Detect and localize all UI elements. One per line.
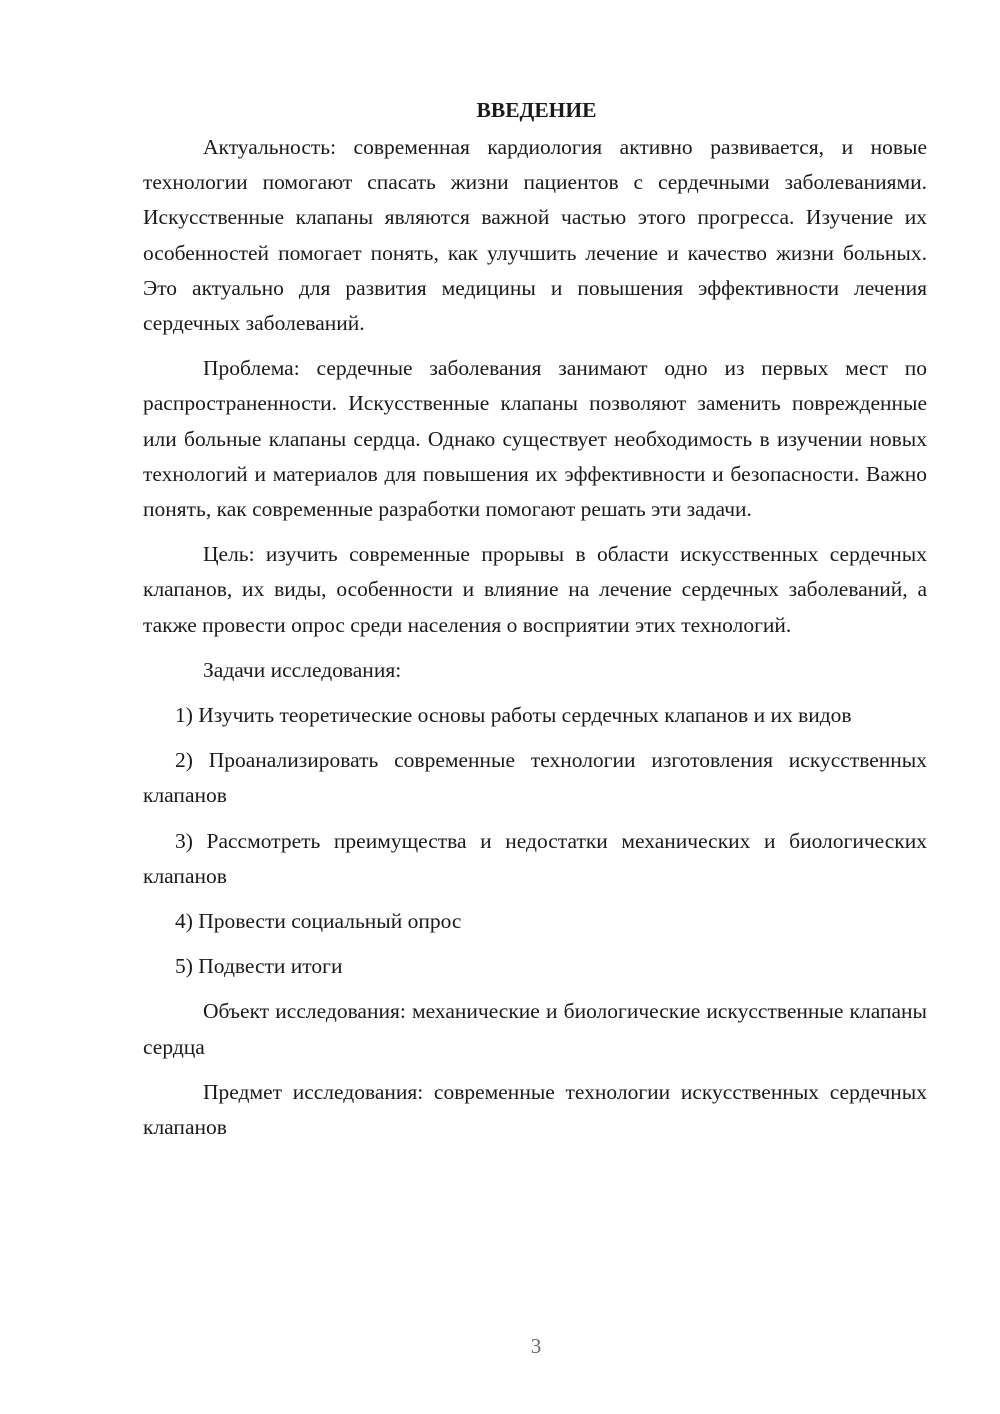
page-number: 3 [530,1334,542,1358]
page-content [143,92,927,1145]
task-item: 2) Проанализировать современные технологии изготовления искусственных клапанов [143,748,927,808]
problem-paragraph: Проблема: сердечные заболевания занимают одно из первых мест по распространенности. Искусственные клапаны позволяют заменить поврежденные или больные клапаны сердца. Однако существует необходимость в изучении новых технологий и материалов для повышения их эффективности и безопасности. Важно понять, как современные разработки помогают решать эти задачи. [143,356,927,522]
task-item: 5) Подвести итоги [175,954,343,979]
section-heading: ВВЕДЕНИЕ [476,98,597,122]
goal-paragraph: Цель: изучить современные прорывы в области искусственных сердечных клапанов, их виды, особенности и влияние на лечение сердечных заболеваний, а также провести опрос среди населения о восприятии этих технологий. [143,542,927,637]
tasks-title: Задачи исследования: [203,657,402,682]
task-item: 1) Изучить теоретические основы работы сердечных клапанов и их видов [175,703,852,728]
task-item: 4) Провести социальный опрос [175,909,462,934]
subject-paragraph: Предмет исследования: современные технологии искусственных сердечных клапанов [143,1079,927,1140]
relevance-paragraph: Актуальность: современная кардиология активно развивается, и новые технологии помогают спасать жизни пациентов с сердечными заболеваниями. Искусственные клапаны являются важной частью этого прогресса. Изучение их особенностей помогает понять, как улучшить лечение и качество жизни больных. Это актуально для развития медицины и повышения эффективности лечения сердечных заболеваний. [143,135,927,336]
object-paragraph: Объект исследования: механические и биологические искусственные клапаны сердца [143,999,927,1059]
task-item: 3) Рассмотреть преимущества и недостатки механических и биологических клапанов [143,828,927,888]
